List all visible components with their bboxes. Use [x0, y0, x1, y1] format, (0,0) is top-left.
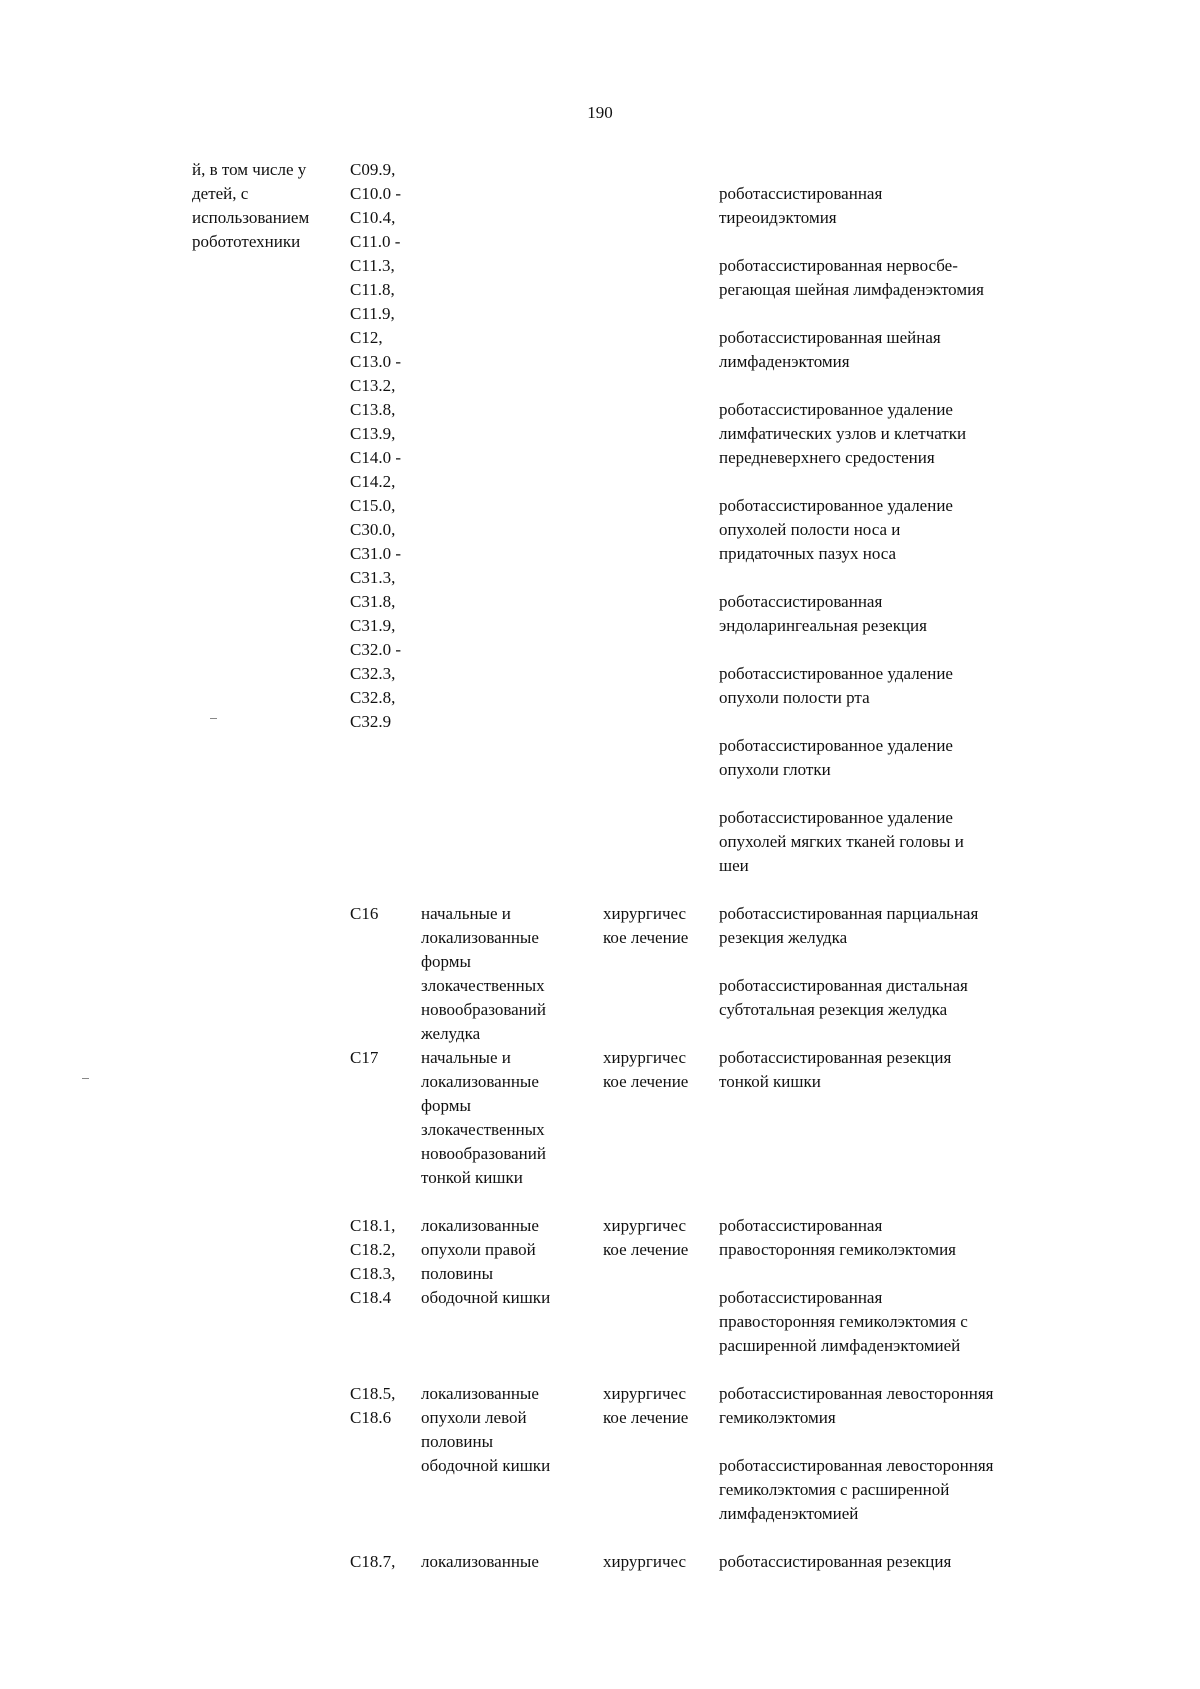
diagnosis-line: новообразований [421, 1144, 546, 1163]
code-item: C18.1, [350, 1216, 396, 1235]
code-item: C30.0, [350, 520, 396, 539]
code-item: C13.2, [350, 376, 396, 395]
diagnosis-line: тонкой кишки [421, 1168, 523, 1187]
scan-mark [210, 718, 217, 719]
code-item: C31.3, [350, 568, 396, 587]
method-entry [719, 902, 978, 950]
diagnosis-line: формы [421, 952, 471, 971]
code-item: C11.8, [350, 280, 395, 299]
code-item: C09.9, [350, 160, 396, 179]
intro-text [192, 158, 309, 254]
method-line: гемиколэктомия с расширенной [719, 1480, 950, 1499]
method-line: роботассистированная дистальная [719, 976, 968, 995]
code-item: C14.2, [350, 472, 396, 491]
diagnosis-line: локализованные [421, 928, 539, 947]
method-entry [719, 326, 941, 374]
method-line: роботассистированная резекция [719, 1048, 952, 1067]
code-item: C12, [350, 328, 383, 347]
diagnosis-line: злокачественных [421, 1120, 545, 1139]
method-entry [719, 590, 927, 638]
row-diagnosis [421, 1382, 550, 1478]
method-line: роботассистированное удаление [719, 664, 953, 683]
row-diagnosis [421, 1550, 539, 1574]
code-item: C10.4, [350, 208, 396, 227]
method-line: правосторонняя гемиколэктомия [719, 1240, 957, 1259]
row-treatment [603, 1382, 688, 1430]
code-item: C17 [350, 1048, 379, 1067]
method-line: лимфатических узлов и клетчатки [719, 424, 967, 443]
method-line: роботассистированное удаление [719, 736, 953, 755]
method-entry [719, 254, 984, 302]
code-item: C31.8, [350, 592, 396, 611]
diagnosis-line: ободочной кишки [421, 1456, 551, 1475]
row-codes [350, 1550, 395, 1574]
code-item: C18.5, [350, 1384, 396, 1403]
method-line: роботассистированная резекция [719, 1552, 952, 1571]
method-line: передневерхнего средостения [719, 448, 935, 467]
method-line: опухоли глотки [719, 760, 831, 779]
method-line: субтотальная резекция желудка [719, 1000, 948, 1019]
row-treatment [603, 1046, 688, 1094]
treatment-line: кое лечение [603, 928, 689, 947]
method-line: роботассистированная нервосбе- [719, 256, 958, 275]
diagnosis-line: формы [421, 1096, 471, 1115]
method-line: роботассистированная [719, 1288, 883, 1307]
code-item: C18.4 [350, 1288, 392, 1307]
method-entry [719, 398, 966, 470]
diagnosis-line: локализованные [421, 1072, 539, 1091]
page-number: 190 [587, 103, 613, 122]
intro-line: робототехники [192, 232, 301, 251]
diagnosis-line: начальные и [421, 904, 511, 923]
treatment-line: кое лечение [603, 1240, 689, 1259]
method-entry [719, 1454, 993, 1526]
method-entry [719, 734, 953, 782]
code-item: C11.9, [350, 304, 395, 323]
method-line: опухоли полости рта [719, 688, 870, 707]
method-entry [719, 494, 953, 566]
method-entry [719, 974, 968, 1022]
method-line: роботассистированная [719, 184, 883, 203]
method-line: роботассистированная левосторонняя [719, 1456, 994, 1475]
codes-group-1 [350, 158, 401, 734]
method-line: опухолей полости носа и [719, 520, 901, 539]
diagnosis-line: локализованные [421, 1552, 539, 1571]
method-line: правосторонняя гемиколэктомия с [719, 1312, 968, 1331]
row-diagnosis [421, 902, 546, 1046]
code-item: C31.9, [350, 616, 396, 635]
treatment-line: хирургичес [603, 1552, 687, 1571]
code-item: C18.2, [350, 1240, 396, 1259]
treatment-line: хирургичес [603, 1384, 687, 1403]
code-item: C18.3, [350, 1264, 396, 1283]
code-item: C13.9, [350, 424, 396, 443]
diagnosis-line: злокачественных [421, 976, 545, 995]
code-item: C14.0 - [350, 448, 401, 467]
treatment-line: хирургичес [603, 1216, 687, 1235]
code-item: C16 [350, 904, 379, 923]
method-line: шеи [719, 856, 749, 875]
method-line: эндоларингеальная резекция [719, 616, 927, 635]
intro-line: детей, с [192, 184, 249, 203]
diagnosis-line: половины [421, 1264, 494, 1283]
treatment-line: кое лечение [603, 1072, 689, 1091]
method-line: роботассистированное удаление [719, 496, 953, 515]
method-entry [719, 182, 882, 230]
row-codes [350, 902, 378, 926]
method-entry [719, 1046, 951, 1094]
code-item: C18.7, [350, 1552, 396, 1571]
method-entry [719, 662, 953, 710]
diagnosis-line: желудка [421, 1024, 481, 1043]
diagnosis-line: начальные и [421, 1048, 511, 1067]
method-line: роботассистированная парциальная [719, 904, 979, 923]
method-line: роботассистированное удаление [719, 808, 953, 827]
diagnosis-line: новообразований [421, 1000, 546, 1019]
method-line: расширенной лимфаденэктомией [719, 1336, 961, 1355]
diagnosis-line: локализованные [421, 1384, 539, 1403]
code-item: C13.0 - [350, 352, 401, 371]
method-line: резекция желудка [719, 928, 848, 947]
treatment-line: кое лечение [603, 1408, 689, 1427]
code-item: C31.0 - [350, 544, 401, 563]
method-line: тиреоидэктомия [719, 208, 837, 227]
code-item: C32.8, [350, 688, 396, 707]
method-line: регающая шейная лимфаденэктомия [719, 280, 984, 299]
diagnosis-line: ободочной кишки [421, 1288, 551, 1307]
method-line: гемиколэктомия [719, 1408, 836, 1427]
row-treatment [603, 902, 688, 950]
diagnosis-line: опухоли левой [421, 1408, 527, 1427]
diagnosis-line: локализованные [421, 1216, 539, 1235]
method-entry [719, 806, 964, 878]
diagnosis-line: половины [421, 1432, 494, 1451]
code-item: C15.0, [350, 496, 396, 515]
row-treatment [603, 1550, 686, 1574]
method-line: лимфаденэктомией [719, 1504, 859, 1523]
code-item: C32.0 - [350, 640, 401, 659]
code-item: C11.0 - [350, 232, 401, 251]
treatment-line: хирургичес [603, 904, 687, 923]
diagnosis-line: опухоли правой [421, 1240, 536, 1259]
code-item: C10.0 - [350, 184, 401, 203]
method-entry [719, 1214, 956, 1262]
method-line: придаточных пазух носа [719, 544, 897, 563]
intro-line: й, в том числе у [192, 160, 307, 179]
code-item: C18.6 [350, 1408, 392, 1427]
row-diagnosis [421, 1214, 550, 1310]
method-entry [719, 1550, 951, 1574]
method-entry [719, 1382, 993, 1430]
intro-line: использованием [192, 208, 310, 227]
row-diagnosis [421, 1046, 546, 1190]
method-line: роботассистированная [719, 1216, 883, 1235]
method-line: роботассистированная шейная [719, 328, 941, 347]
method-line: опухолей мягких тканей головы и [719, 832, 964, 851]
row-codes [350, 1046, 378, 1070]
method-line: роботассистированное удаление [719, 400, 953, 419]
method-line: роботассистированная [719, 592, 883, 611]
code-item: C11.3, [350, 256, 395, 275]
row-codes [350, 1214, 395, 1310]
code-item: C32.9 [350, 712, 392, 731]
code-item: C13.8, [350, 400, 396, 419]
row-treatment [603, 1214, 688, 1262]
scan-mark [82, 1078, 89, 1079]
method-line: тонкой кишки [719, 1072, 821, 1091]
method-line: лимфаденэктомия [719, 352, 850, 371]
code-item: C32.3, [350, 664, 396, 683]
method-line: роботассистированная левосторонняя [719, 1384, 994, 1403]
method-entry [719, 1286, 968, 1358]
treatment-line: хирургичес [603, 1048, 687, 1067]
row-codes [350, 1382, 395, 1430]
